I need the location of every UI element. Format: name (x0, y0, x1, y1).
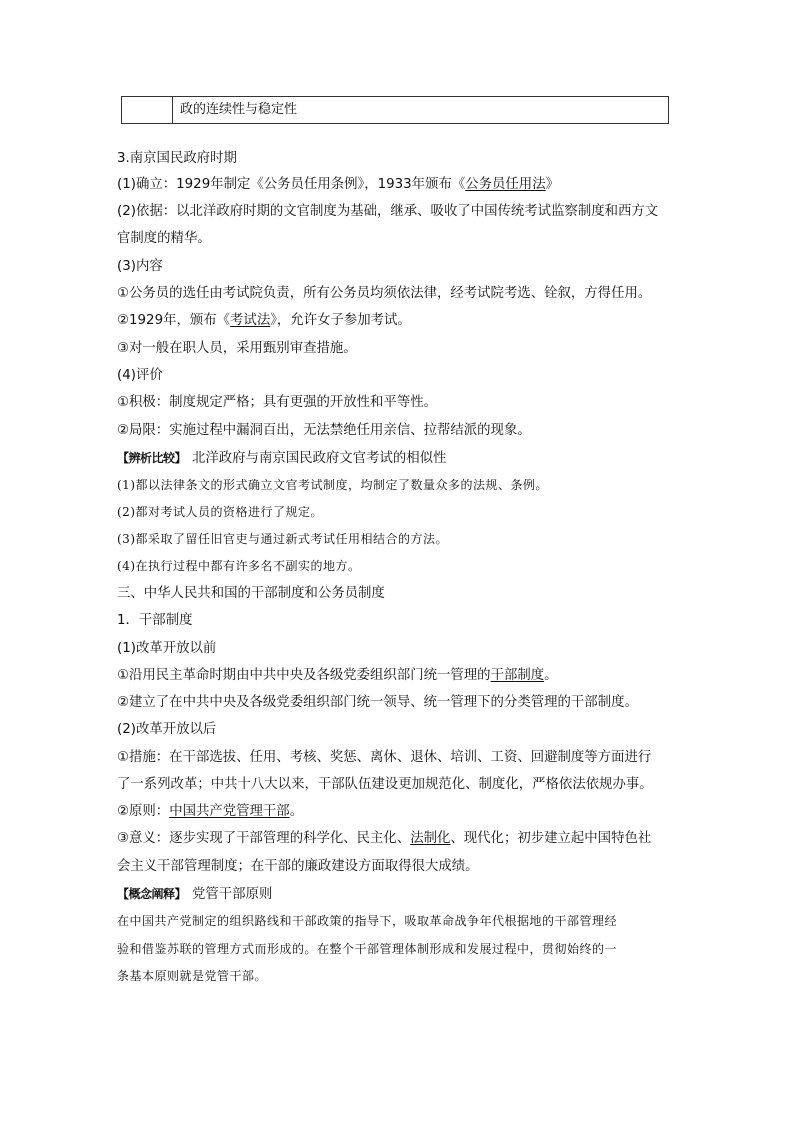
after-reform-significance-line2: 会主义干部管理制度；在干部的廉政建设方面取得很大成绩。 (117, 859, 479, 874)
text: 、现代化；初步建立起中国特色社 (450, 831, 652, 846)
concept-heading (117, 885, 272, 904)
content-title: (3)内容 (117, 259, 163, 274)
section-three-title: 三、中华人民共和国的干部制度和公务员制度 (117, 586, 385, 601)
concept-line-1: 在中国共产党制定的组织路线和干部政策的指导下，吸取革命战争年代根据地的干部管理经 (117, 914, 618, 928)
evaluation-positive: ①积极：制度规定严格；具有更强的开放性和平等性。 (117, 395, 437, 410)
text: 》，允许女子参加考试。 (270, 313, 411, 328)
paragraph-establish (117, 176, 559, 194)
text: 》 (545, 177, 559, 192)
before-reform-item-1 (117, 667, 558, 685)
text: 。 (544, 668, 558, 683)
after-reform-measures-line2: 了一系列改革；中共十八大以来，干部队伍建设更加规范化、制度化，严格依法依规办事。 (117, 777, 653, 792)
text: ①沿用民主革命时期由中共中央及各级党委组织部门统一管理的 (117, 668, 491, 683)
table-fragment (121, 96, 669, 124)
table-cell-empty (122, 97, 173, 123)
evaluation-title: (4)评价 (117, 368, 163, 383)
evaluation-limitation: ②局限：实施过程中漏洞百出，无法禁绝任用亲信、拉帮结派的现象。 (117, 423, 531, 438)
content-item-1: ①公务员的选任由考试院负责，所有公务员均须依法律，经考试院考选、铨叙，方得任用。 (117, 286, 652, 301)
underlined-term: 法制化 (410, 831, 451, 846)
compare-item-4: (4)在执行过程中都有许多名不副实的地方。 (117, 559, 361, 573)
cadre-system-subtitle: 1．干部制度 (117, 613, 193, 628)
text: 。 (289, 804, 304, 819)
after-reform-principle (117, 803, 303, 821)
paragraph-basis-line2: 官制度的精华。 (117, 231, 211, 246)
section-3-title: 3.南京国民政府时期 (117, 151, 237, 166)
concept-line-3: 条基本原则就是党管干部。 (117, 969, 268, 983)
text: (1)确立：1929年制定《公务员任用条例》，1933年颁布《 (117, 177, 466, 192)
compare-heading (117, 449, 446, 468)
after-reform-significance-line1 (117, 830, 651, 848)
text: ③意义：逐步实现了干部管理的科学化、民主化、 (117, 831, 411, 846)
concept-line-2: 验和借鉴苏联的管理方式而形成的。在整个干部管理体制形成和发展过程中，贯彻始终的一 (117, 942, 618, 956)
underlined-term: 考试法 (230, 313, 271, 328)
concept-title: 党管干部原则 (192, 887, 273, 902)
compare-item-1: (1)都以法律条文的形式确立文官考试制度，均制定了数量众多的法规、条例。 (117, 478, 549, 492)
concept-tag: 【概念阐释】 (117, 887, 187, 901)
compare-item-3: (3)都采取了留任旧官吏与通过新式考试任用相结合的方法。 (117, 532, 449, 546)
after-reform-measures-line1: ①措施：在干部选拔、任用、考核、奖惩、离休、退休、培训、工资、回避制度等方面进行 (117, 750, 652, 765)
before-reform-title: (1)改革开放以前 (117, 641, 217, 656)
compare-title: 北洋政府与南京国民政府文官考试的相似性 (192, 451, 447, 466)
content-item-3: ③对一般在职人员，采用甄别审查措施。 (117, 341, 357, 356)
underlined-term: 中国共产党管理干部 (169, 804, 290, 819)
text: ②原则： (117, 804, 170, 819)
compare-item-2: (2)都对考试人员的资格进行了规定。 (117, 505, 323, 519)
content-item-2 (117, 312, 411, 330)
underlined-term: 干部制度 (490, 668, 545, 683)
after-reform-title: (2)改革开放以后 (117, 722, 217, 737)
underlined-term: 公务员任用法 (465, 177, 546, 192)
paragraph-basis-line1: (2)依据：以北洋政府时期的文官制度为基础，继承、吸收了中国传统考试监察制度和西方文 (117, 204, 659, 219)
table-cell-text: 政的连续性与稳定性 (180, 102, 298, 117)
before-reform-item-2: ②建立了在中共中央及各级党委组织部门统一领导、统一管理下的分类管理的干部制度。 (117, 695, 638, 710)
text: ②1929年，颁布《 (117, 313, 231, 328)
compare-tag: 【辨析比较】 (117, 451, 187, 465)
